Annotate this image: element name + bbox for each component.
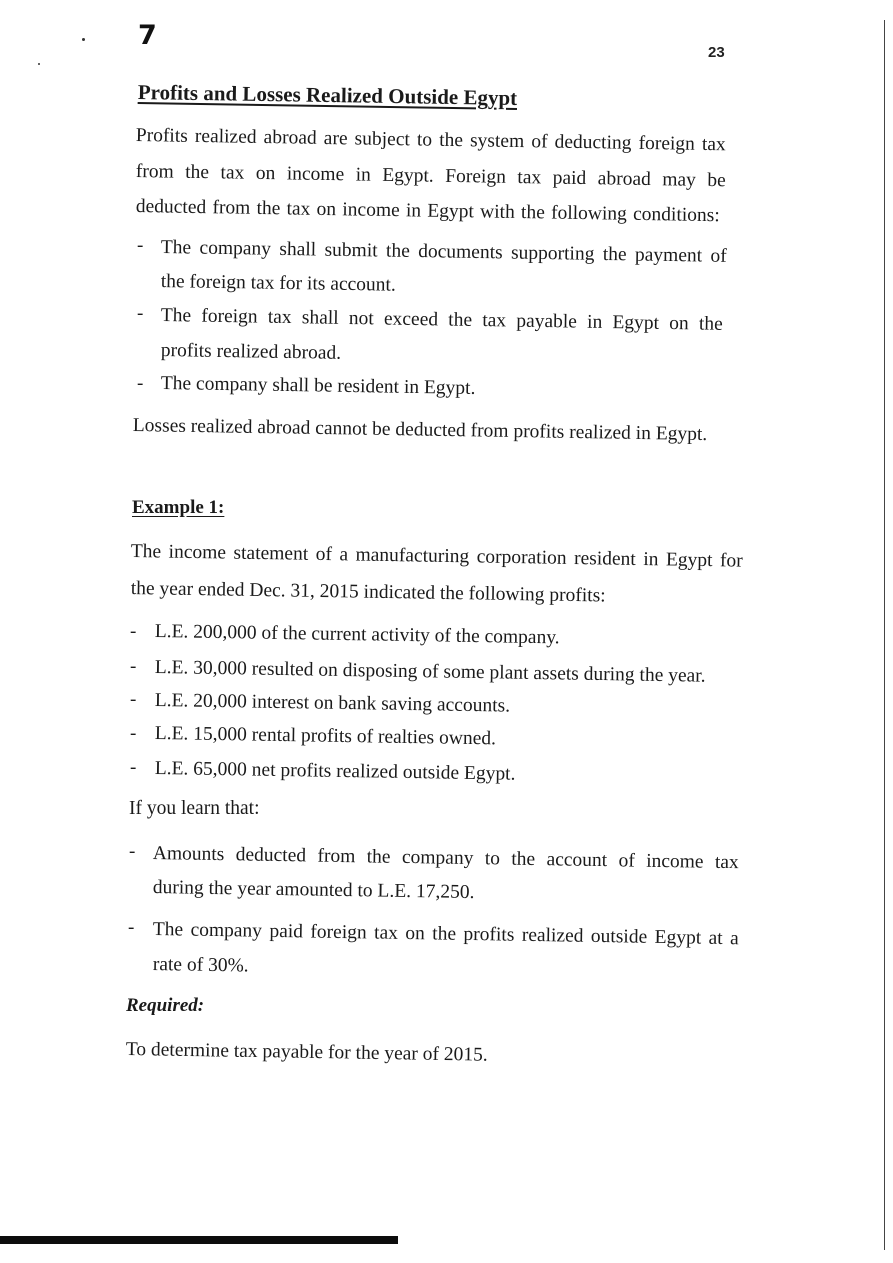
bullet-dash: - (130, 757, 137, 778)
profit-item-5: L.E. 65,000 net profits realized outside Egypt. (154, 757, 516, 785)
losses-note: Losses realized abroad cannot be deducted from profits realized in Egypt. (132, 414, 708, 446)
bullet-dash: - (130, 621, 137, 642)
intro-line-2: from the tax on income in Egypt. Foreign tax paid abroad may be (135, 160, 726, 192)
fact-2-line-1: The company paid foreign tax on the profits realized outside Egypt at a (152, 918, 739, 950)
bullet-dash: - (137, 235, 144, 256)
required-text: To determine tax payable for the year of 2015. (125, 1038, 488, 1066)
fact-1-line-2: during the year amounted to L.E. 17,250. (152, 876, 475, 904)
profit-item-1: L.E. 200,000 of the current activity of the company. (154, 620, 560, 649)
condition-2-line-2: profits realized abroad. (160, 339, 342, 364)
scan-speck (38, 63, 40, 65)
example-intro-line-1: The income statement of a manufacturing corporation resident in Egypt for (130, 540, 743, 572)
bullet-dash: - (130, 656, 137, 677)
bullet-dash: - (137, 373, 144, 394)
example-heading: Example 1: (132, 497, 225, 518)
condition-2-line-1: The foreign tax shall not exceed the tax payable in Egypt on the (160, 304, 723, 335)
profit-item-2: L.E. 30,000 resulted on disposing of some plant assets during the year. (154, 656, 706, 687)
fact-2-line-2: rate of 30%. (152, 953, 249, 977)
scan-border-bar (0, 1236, 398, 1244)
if-you-learn-label: If you learn that: (129, 798, 260, 819)
scan-speck (82, 38, 85, 41)
page-number: 23 (708, 44, 725, 61)
condition-1-line-2: the foreign tax for its account. (160, 270, 396, 296)
required-label: Required: (126, 995, 205, 1016)
example-intro-line-2: the year ended Dec. 31, 2015 indicated the following profits: (130, 577, 606, 607)
intro-line-1: Profits realized abroad are subject to the system of deducting foreign tax (135, 124, 726, 156)
section-heading: Profits and Losses Realized Outside Egypt (137, 80, 518, 110)
condition-3-line-1: The company shall be resident in Egypt. (160, 372, 476, 399)
fact-1-line-1: Amounts deducted from the company to the account of income tax (152, 842, 739, 874)
profit-item-4: L.E. 15,000 rental profits of realties owned. (154, 722, 497, 750)
bullet-dash: - (128, 917, 135, 938)
page-edge-line (884, 20, 885, 1250)
intro-line-3: deducted from the tax on income in Egypt with the following conditions: (135, 195, 720, 227)
condition-1-line-1: The company shall submit the documents supporting the payment of (160, 236, 727, 267)
handwritten-chapter-number: 7 (138, 20, 157, 51)
bullet-dash: - (130, 689, 137, 710)
bullet-dash: - (129, 841, 136, 862)
profit-item-3: L.E. 20,000 interest on bank saving accounts. (154, 689, 511, 717)
bullet-dash: - (130, 723, 137, 744)
bullet-dash: - (137, 303, 144, 324)
